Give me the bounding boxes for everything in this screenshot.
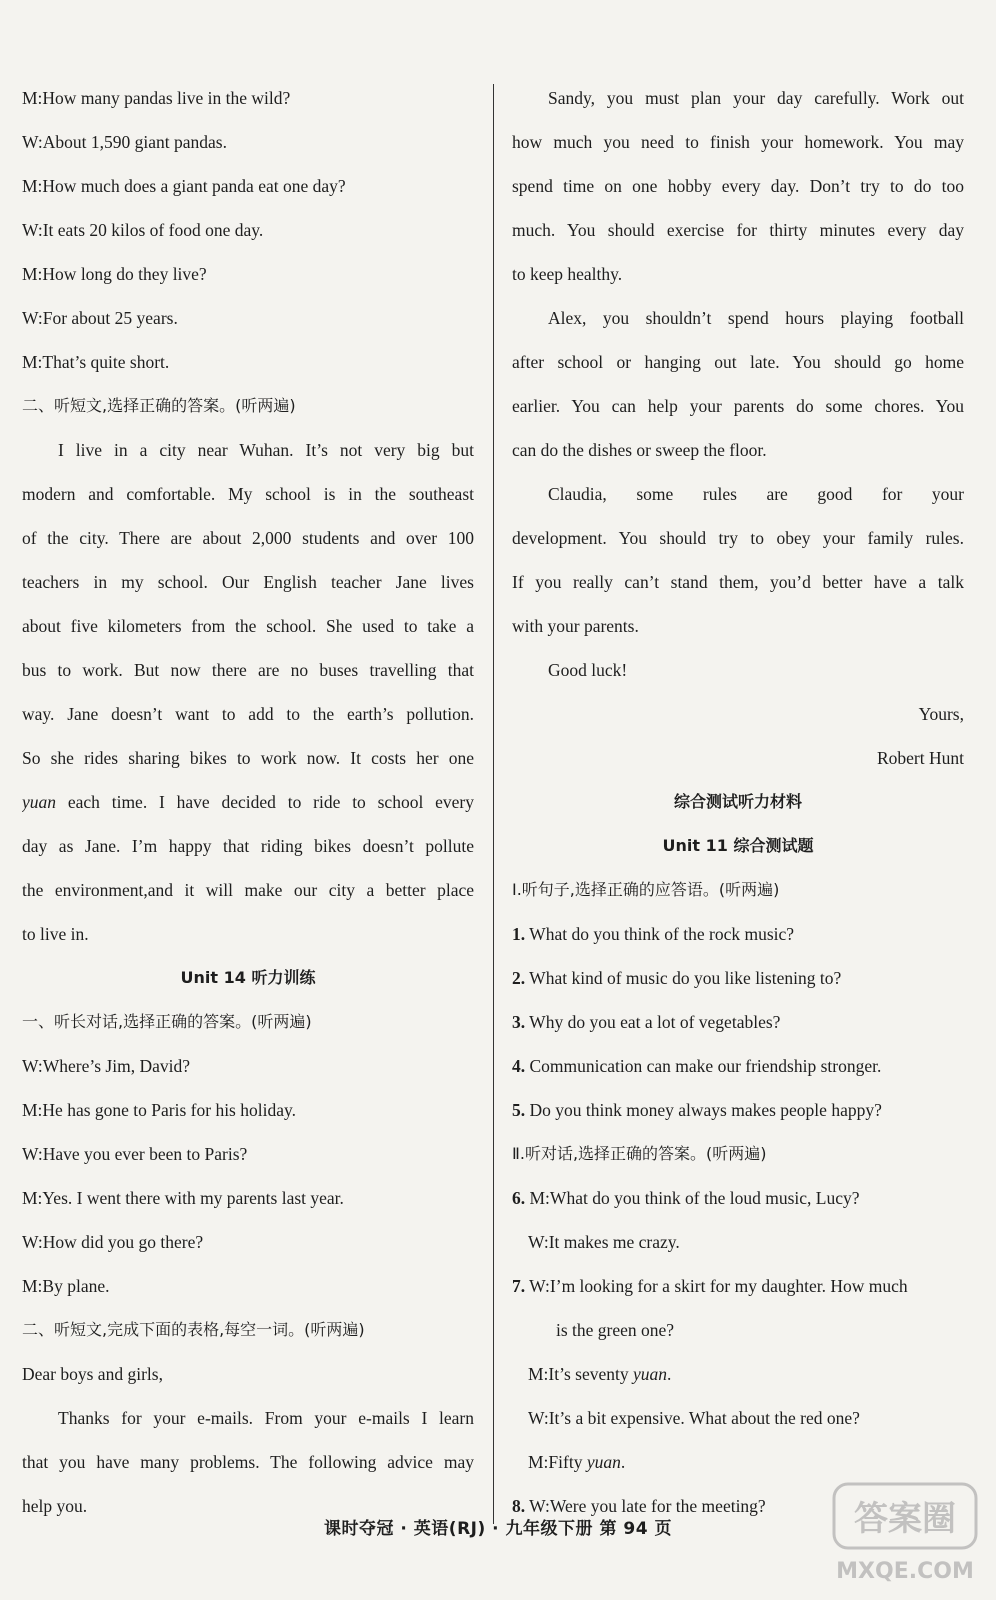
letter-line: how much you need to finish your homework. You may <box>512 132 964 152</box>
letter-line: If you really can’t stand them, you’d better have a talk <box>512 572 964 592</box>
question-number: 2. <box>512 968 526 988</box>
watermark-icon <box>830 1478 980 1590</box>
dialog-line: W:How did you go there? <box>22 1232 204 1252</box>
right-column <box>512 76 964 1528</box>
question-item <box>512 1176 964 1220</box>
dialog-line <box>512 1352 964 1396</box>
passage-line: way. Jane doesn’t want to add to the earth’s pollution. <box>22 704 474 724</box>
dialog-text: . <box>620 1452 626 1472</box>
question-number: 3. <box>512 1012 526 1032</box>
section-heading: 二、听短文,选择正确的答案。(听两遍) <box>22 396 296 415</box>
question-number: 4. <box>512 1056 526 1076</box>
passage-line: the environment,and it will make our city a better place <box>22 880 474 900</box>
column-divider <box>493 84 494 1524</box>
section-heading: 二、听短文,完成下面的表格,每空一词。(听两遍) <box>22 1320 365 1339</box>
section-heading: Ⅱ.听对话,选择正确的答案。(听两遍) <box>512 1144 767 1163</box>
question-number: 7. <box>512 1276 526 1296</box>
unit11-title: Unit 11 综合测试题 <box>662 836 814 855</box>
question-item <box>512 956 964 1000</box>
passage-text: each time. I have decided to ride to school every <box>56 792 474 812</box>
letter-line: to keep healthy. <box>512 264 623 284</box>
letter-line: Sandy, you must plan your day carefully. Work out <box>548 88 964 108</box>
dialog-line: M:By plane. <box>22 1276 110 1296</box>
passage-line: to live in. <box>22 924 89 944</box>
question-number: 1. <box>512 924 526 944</box>
question-text: What kind of music do you like listening to? <box>525 968 842 988</box>
passage-line: of the city. There are about 2,000 students and over 100 <box>22 528 474 548</box>
letter-line: Alex, you shouldn’t spend hours playing football <box>548 308 964 328</box>
dialog-line: M:How many pandas live in the wild? <box>22 88 291 108</box>
watermark-bottom-text: MXQE.COM <box>836 1559 974 1584</box>
question-text: Do you think money always makes people happy? <box>525 1100 882 1120</box>
question-text: W:I’m looking for a skirt for my daughter. How much <box>525 1276 908 1296</box>
passage-line: teachers in my school. Our English teacher Jane lives <box>22 572 474 592</box>
dialog-line: W:It makes me crazy. <box>528 1232 680 1252</box>
letter-greeting: Dear boys and girls, <box>22 1364 163 1384</box>
letter-line: can do the dishes or sweep the floor. <box>512 440 767 460</box>
dialog-line: M:How long do they live? <box>22 264 207 284</box>
dialog-line: W:It eats 20 kilos of food one day. <box>22 220 264 240</box>
passage-line <box>22 780 474 824</box>
dialog-line: W:Have you ever been to Paris? <box>22 1144 248 1164</box>
question-text: M:What do you think of the loud music, Lucy? <box>525 1188 860 1208</box>
letter-line: Good luck! <box>548 660 628 680</box>
dialog-text: . <box>667 1364 672 1384</box>
letter-line: after school or hanging out late. You should go home <box>512 352 964 372</box>
passage-line: I live in a city near Wuhan. It’s not very big but <box>58 440 474 460</box>
yuan-word: yuan <box>633 1364 668 1384</box>
passage-line: bus to work. But now there are no buses travelling that <box>22 660 474 680</box>
question-item <box>512 1088 964 1132</box>
question-number: 8. <box>512 1496 526 1516</box>
question-text: What do you think of the rock music? <box>525 924 795 944</box>
dialog-line: W:About 1,590 giant pandas. <box>22 132 227 152</box>
dialog-text: M:Fifty <box>528 1452 587 1472</box>
left-column <box>22 76 474 1528</box>
passage-line: day as Jane. I’m happy that riding bikes doesn’t pollute <box>22 836 474 856</box>
question-text: Communication can make our friendship stronger. <box>525 1056 882 1076</box>
passage-line: modern and comfortable. My school is in the southeast <box>22 484 474 504</box>
dialog-line: W:It’s a bit expensive. What about the red one? <box>528 1408 860 1428</box>
question-item <box>512 912 964 956</box>
question-item <box>512 1044 964 1088</box>
dialog-line: M:That’s quite short. <box>22 352 170 372</box>
question-item <box>512 1000 964 1044</box>
yuan-word: yuan <box>586 1452 621 1472</box>
letter-line: Claudia, some rules are good for your <box>548 484 964 504</box>
question-item <box>512 1264 964 1308</box>
section-heading: 一、听长对话,选择正确的答案。(听两遍) <box>22 1012 312 1031</box>
page-footer: 课时夺冠 · 英语(RJ) · 九年级下册 第 94 页 <box>324 1519 672 1539</box>
question-text: Why do you eat a lot of vegetables? <box>525 1012 781 1032</box>
letter-line: development. You should try to obey your family rules. <box>512 528 964 548</box>
dialog-line: W:For about 25 years. <box>22 308 178 328</box>
dialog-line: M:Yes. I went there with my parents last year. <box>22 1188 344 1208</box>
letter-line: Thanks for your e-mails. From your e-mails I learn <box>58 1408 474 1428</box>
dialog-text: M:It’s seventy <box>528 1364 633 1384</box>
watermark-logo <box>830 1478 980 1590</box>
letter-line: spend time on one hobby every day. Don’t try to do too <box>512 176 964 196</box>
passage-line: about five kilometers from the school. She used to take a <box>22 616 474 636</box>
yuan-word: yuan <box>22 792 57 812</box>
letter-line: help you. <box>22 1496 88 1516</box>
dialog-line: M:He has gone to Paris for his holiday. <box>22 1100 296 1120</box>
question-number: 6. <box>512 1188 526 1208</box>
letter-line: with your parents. <box>512 616 639 636</box>
dialog-line: is the green one? <box>556 1320 675 1340</box>
letter-line: that you have many problems. The following advice may <box>22 1452 474 1472</box>
unit14-title: Unit 14 听力训练 <box>180 968 316 987</box>
test-title: 综合测试听力材料 <box>673 792 802 811</box>
section-heading: Ⅰ.听句子,选择正确的应答语。(听两遍) <box>512 880 780 899</box>
dialog-line: W:Where’s Jim, David? <box>22 1056 190 1076</box>
letter-closing: Yours, <box>918 704 964 724</box>
passage-line: So she rides sharing bikes to work now. It costs her one <box>22 748 474 768</box>
letter-line: earlier. You can help your parents do some chores. You <box>512 396 964 416</box>
question-text: W:Were you late for the meeting? <box>525 1496 766 1516</box>
dialog-line: M:How much does a giant panda eat one day? <box>22 176 346 196</box>
question-number: 5. <box>512 1100 526 1120</box>
letter-line: much. You should exercise for thirty minutes every day <box>512 220 964 240</box>
letter-signature: Robert Hunt <box>876 748 964 768</box>
watermark-top-text: 答案圈 <box>854 1499 956 1539</box>
